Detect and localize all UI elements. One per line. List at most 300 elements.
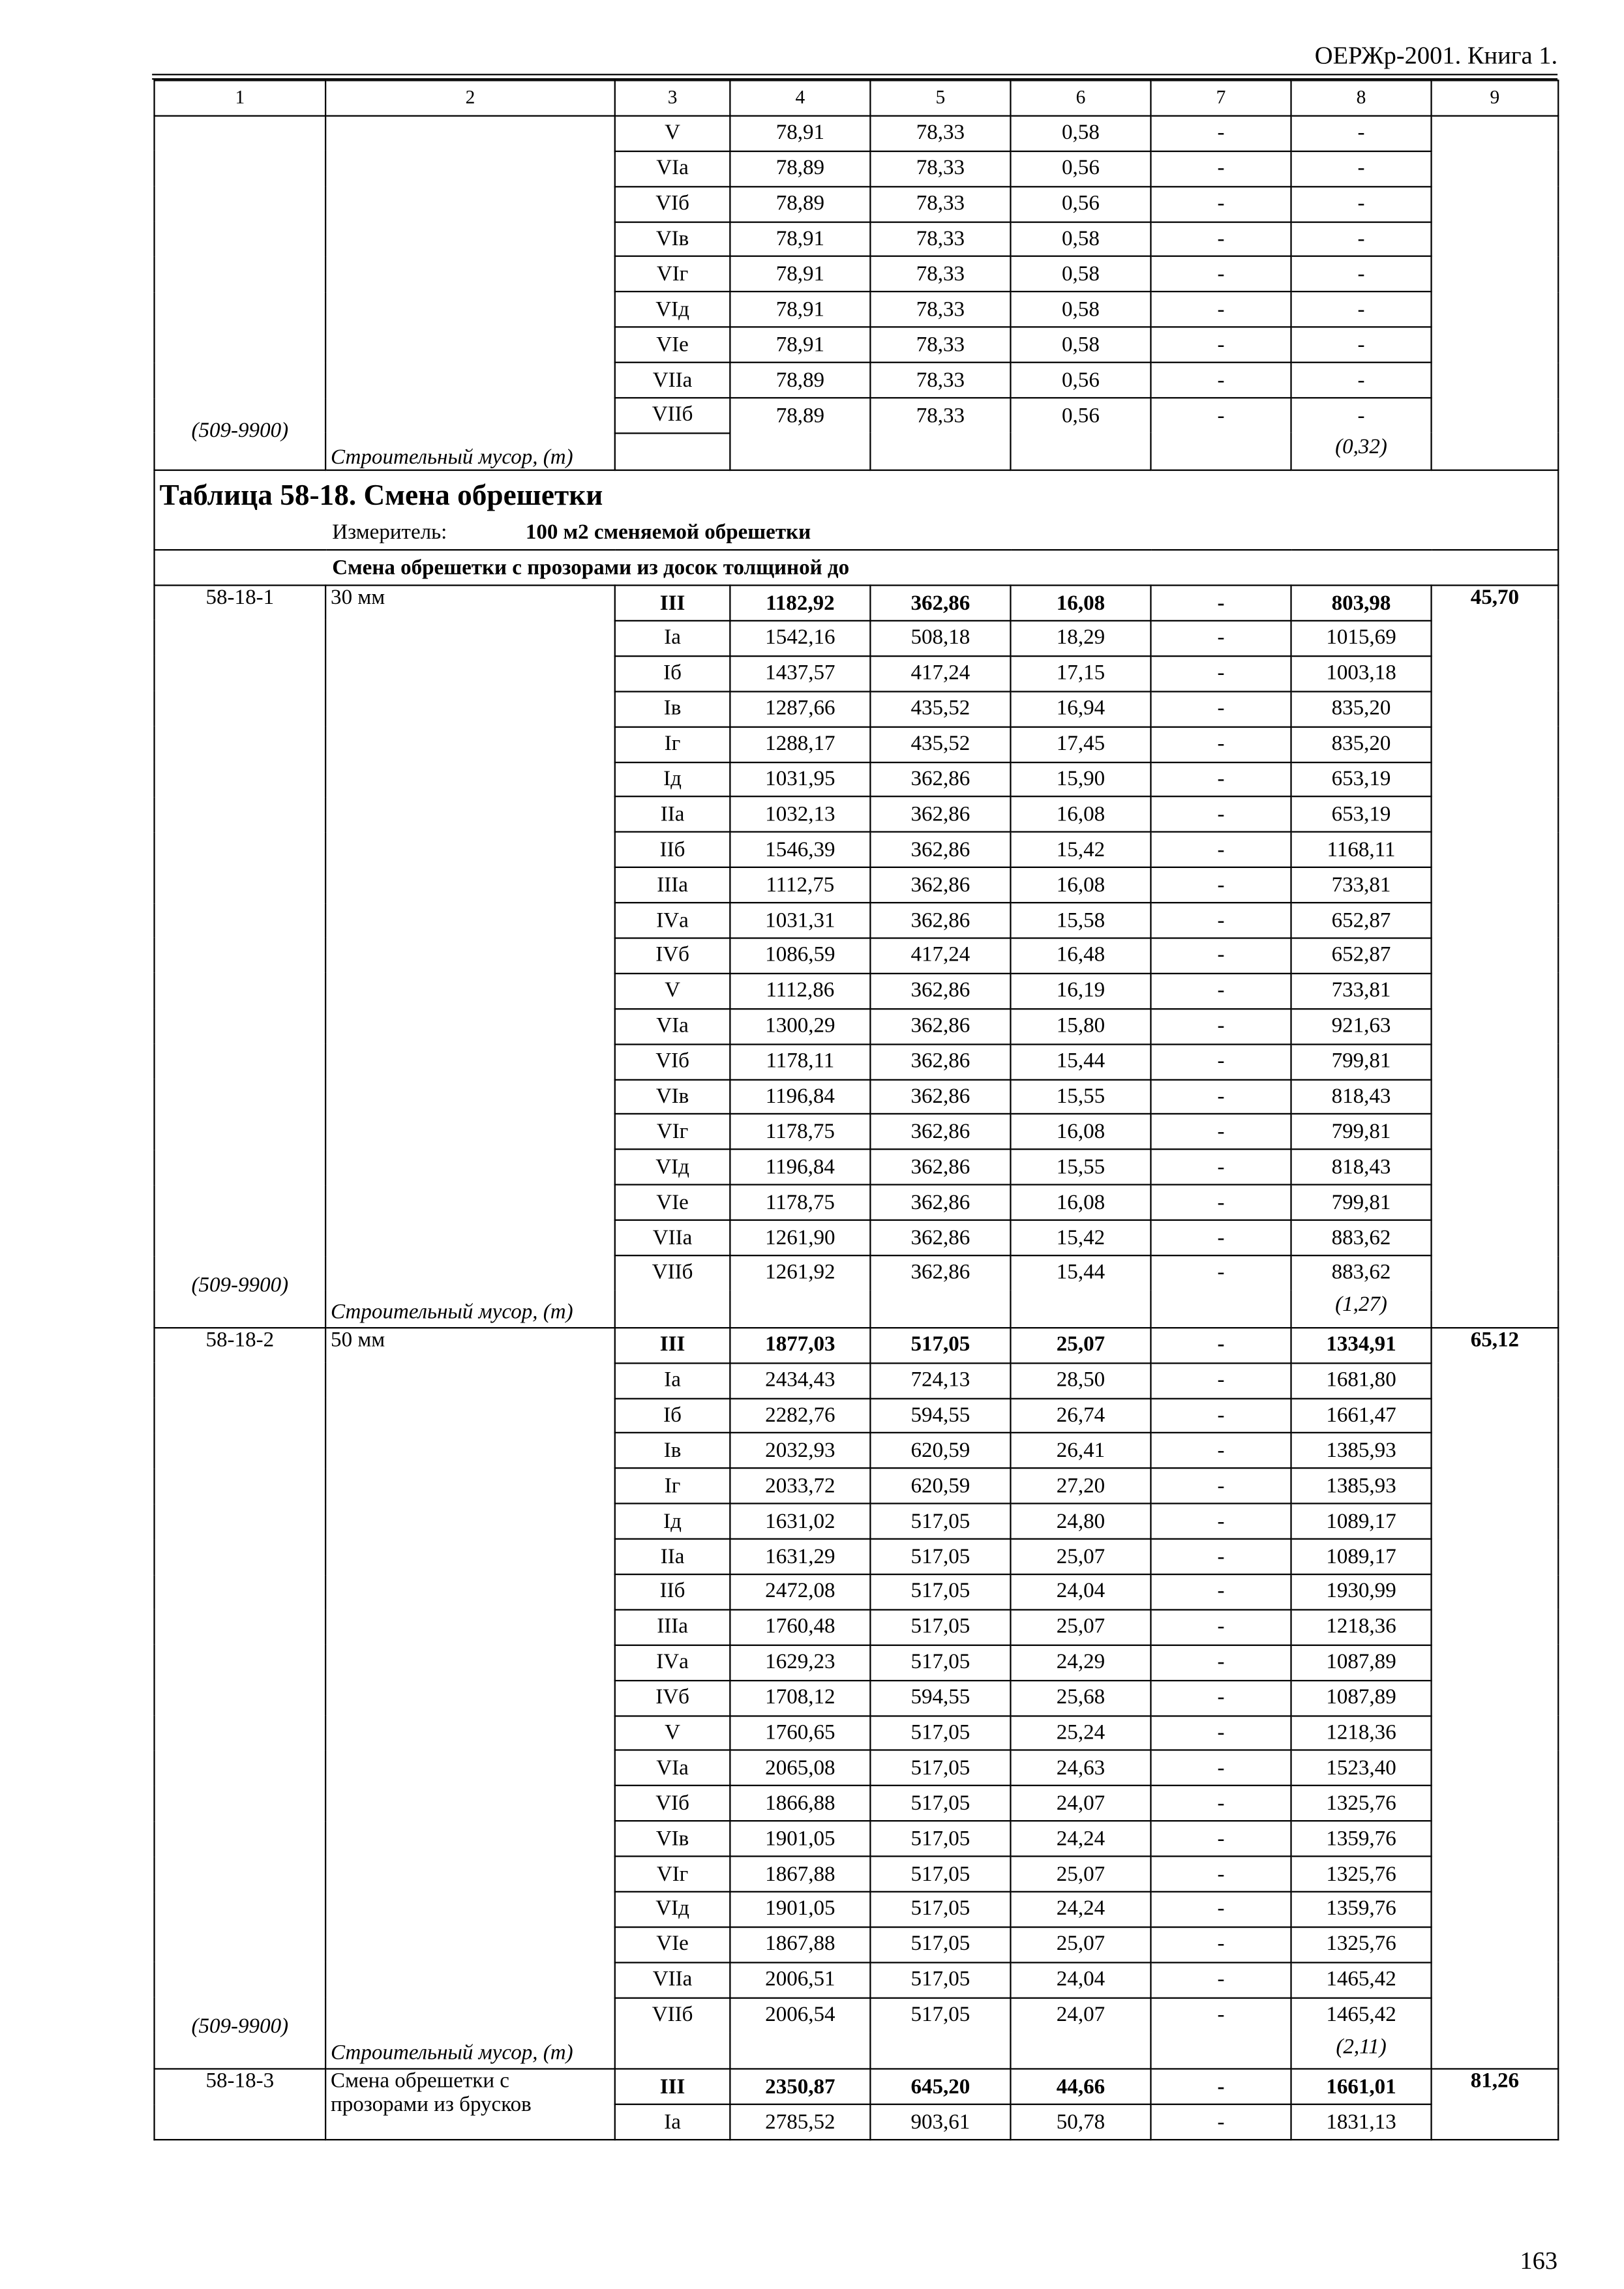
value-cell: 78,91 — [730, 257, 870, 292]
value-cell: 26,74 — [1010, 1398, 1150, 1433]
value-cell: 733,81 — [1291, 867, 1432, 903]
value-cell: - — [1291, 115, 1432, 151]
value-cell: 1867,88 — [730, 1927, 870, 1962]
value-cell: 517,05 — [870, 1574, 1010, 1609]
rate-code-text: 58-18-3 — [205, 2070, 275, 2094]
zone-cell: IVб — [615, 1680, 730, 1715]
table-row — [155, 2070, 1559, 2105]
zone-cell-empty — [615, 1290, 730, 1327]
value-cell: 645,20 — [870, 2070, 1010, 2105]
value-cell: 16,19 — [1010, 974, 1150, 1009]
column-number: 6 — [1010, 80, 1150, 115]
column-number: 4 — [730, 80, 870, 115]
value-cell: 1178,75 — [730, 1115, 870, 1150]
value-cell: 78,33 — [870, 292, 1010, 327]
zone-cell: IIIа — [615, 1609, 730, 1645]
value-cell: 1196,84 — [730, 1150, 870, 1185]
value-cell: 835,20 — [1291, 691, 1432, 726]
trash-code: (509-9900) — [191, 419, 289, 443]
value-cell: 15,55 — [1010, 1150, 1150, 1185]
value-cell: - — [1150, 1115, 1291, 1150]
value-cell: 15,44 — [1010, 1044, 1150, 1079]
value-cell: 362,86 — [870, 1009, 1010, 1044]
measure-label: Измеритель: — [332, 520, 447, 545]
value-cell: - — [1150, 1009, 1291, 1044]
zone-cell-empty — [615, 433, 730, 470]
value-cell-empty — [870, 1290, 1010, 1327]
value-cell: - — [1150, 1857, 1291, 1892]
value-cell: 0,56 — [1010, 187, 1150, 222]
value-cell: 517,05 — [870, 1715, 1010, 1750]
value-cell: 362,86 — [870, 1044, 1010, 1079]
rate-description-text: 50 мм — [331, 1328, 385, 1352]
value-cell: 25,07 — [1010, 1539, 1150, 1574]
value-cell: 78,33 — [870, 398, 1010, 433]
value-cell: 1437,57 — [730, 656, 870, 691]
value-cell: 0,56 — [1010, 398, 1150, 433]
value-cell: 1112,75 — [730, 867, 870, 903]
value-cell: 1334,91 — [1291, 1328, 1432, 1363]
value-cell: 78,33 — [870, 257, 1010, 292]
zone-cell: Iд — [615, 1504, 730, 1539]
value-cell: 18,29 — [1010, 621, 1150, 656]
value-cell: 362,86 — [870, 974, 1010, 1009]
measure-cell — [155, 516, 1559, 550]
value-cell-empty — [870, 2032, 1010, 2069]
zone-cell: Iб — [615, 656, 730, 691]
zone-cell: VIа — [615, 1009, 730, 1044]
zone-cell: Iг — [615, 1469, 730, 1504]
value-cell: 799,81 — [1291, 1115, 1432, 1150]
value-cell: 1031,31 — [730, 903, 870, 938]
value-cell: 818,43 — [1291, 1150, 1432, 1185]
zone-cell: IIа — [615, 1539, 730, 1574]
value-cell: 28,50 — [1010, 1363, 1150, 1398]
value-cell: - — [1150, 621, 1291, 656]
value-cell: 517,05 — [870, 1751, 1010, 1786]
value-cell: 2006,51 — [730, 1962, 870, 1997]
value-cell: - — [1150, 1363, 1291, 1398]
rate-code-text: 58-18-1 — [205, 586, 275, 610]
value-cell: 1178,75 — [730, 1185, 870, 1220]
value-cell: 1261,90 — [730, 1220, 870, 1255]
value-cell: 883,62 — [1291, 1220, 1432, 1255]
value-cell: 1182,92 — [730, 586, 870, 621]
value-cell: 24,24 — [1010, 1821, 1150, 1857]
zone-cell: VIа — [615, 151, 730, 187]
value-cell: - — [1150, 867, 1291, 903]
value-cell: - — [1150, 1645, 1291, 1680]
value-cell: 508,18 — [870, 621, 1010, 656]
value-cell: 16,48 — [1010, 938, 1150, 973]
value-cell: - — [1150, 1786, 1291, 1821]
value-cell: 2033,72 — [730, 1469, 870, 1504]
value-cell: 78,33 — [870, 187, 1010, 222]
value-cell: 1930,99 — [1291, 1574, 1432, 1609]
value-cell: - — [1291, 151, 1432, 187]
value-cell: 0,58 — [1010, 327, 1150, 363]
zone-cell: VIд — [615, 1150, 730, 1185]
zone-cell: IVб — [615, 938, 730, 973]
zone-cell-empty — [615, 2032, 730, 2069]
code-cell-empty — [155, 115, 326, 470]
value-cell: 2785,52 — [730, 2105, 870, 2140]
value-cell: - — [1150, 257, 1291, 292]
value-cell: 517,05 — [870, 1609, 1010, 1645]
value-cell: 16,08 — [1010, 797, 1150, 832]
zone-cell: Iв — [615, 691, 730, 726]
value-cell: 362,86 — [870, 1115, 1010, 1150]
value-cell: 0,58 — [1010, 257, 1150, 292]
zone-cell: III — [615, 586, 730, 621]
zone-cell: VIв — [615, 1079, 730, 1115]
desc-cell-empty — [325, 115, 615, 470]
value-cell: 24,07 — [1010, 1786, 1150, 1821]
column-number-row — [155, 80, 1559, 115]
value-cell: 25,68 — [1010, 1680, 1150, 1715]
value-cell: - — [1150, 1255, 1291, 1290]
value-cell: 835,20 — [1291, 726, 1432, 762]
value-cell: 78,91 — [730, 327, 870, 363]
zone-cell: Iа — [615, 2105, 730, 2140]
trash-value: (2,11) — [1291, 2032, 1432, 2069]
value-cell: 1261,92 — [730, 1255, 870, 1290]
value-cell: 1631,29 — [730, 1539, 870, 1574]
value-cell: 517,05 — [870, 1962, 1010, 1997]
value-cell: - — [1150, 1609, 1291, 1645]
value-cell: 1901,05 — [730, 1821, 870, 1857]
value-cell: 1866,88 — [730, 1786, 870, 1821]
value-cell: - — [1150, 1821, 1291, 1857]
zone-cell: VIб — [615, 1044, 730, 1079]
value-cell: 362,86 — [870, 1079, 1010, 1115]
value-cell: 1086,59 — [730, 938, 870, 973]
value-cell: 15,55 — [1010, 1079, 1150, 1115]
value-cell: 2472,08 — [730, 1574, 870, 1609]
trash-code: (509-9900) — [191, 1273, 289, 1298]
value-cell: 362,86 — [870, 832, 1010, 867]
value-cell: 435,52 — [870, 691, 1010, 726]
zone-cell: VIе — [615, 1927, 730, 1962]
value-cell: - — [1150, 1751, 1291, 1786]
value-cell: 652,87 — [1291, 938, 1432, 973]
zone-cell: VIе — [615, 327, 730, 363]
value-cell: - — [1150, 1079, 1291, 1115]
zone-cell: Iг — [615, 726, 730, 762]
table-caption: Таблица 58-18. Смена обрешетки — [155, 471, 1559, 516]
value-cell: - — [1291, 327, 1432, 363]
value-cell: 1385,93 — [1291, 1469, 1432, 1504]
page-header-title: ОЕРЖр-2001. Книга 1. — [1314, 41, 1558, 70]
value-cell: - — [1150, 222, 1291, 257]
value-cell: - — [1150, 2070, 1291, 2105]
value-cell: 16,08 — [1010, 586, 1150, 621]
value-cell: 1901,05 — [730, 1892, 870, 1927]
value-cell: - — [1150, 797, 1291, 832]
value-cell: 1359,76 — [1291, 1892, 1432, 1927]
value-cell: 1031,95 — [730, 762, 870, 797]
zone-cell: IIб — [615, 1574, 730, 1609]
value-cell: - — [1150, 656, 1291, 691]
zone-cell: VIб — [615, 1786, 730, 1821]
value-cell: - — [1150, 1539, 1291, 1574]
value-cell: 0,58 — [1010, 222, 1150, 257]
value-cell: - — [1150, 2105, 1291, 2140]
value-cell: 78,33 — [870, 363, 1010, 398]
value-cell: 78,89 — [730, 398, 870, 433]
value-cell: 724,13 — [870, 1363, 1010, 1398]
rate-description — [325, 1328, 615, 2070]
zone-cell: Iд — [615, 762, 730, 797]
zone-cell: VIб — [615, 187, 730, 222]
value-cell: - — [1150, 974, 1291, 1009]
value-cell: 0,56 — [1010, 363, 1150, 398]
value-cell: 1629,23 — [730, 1645, 870, 1680]
value-cell: - — [1150, 327, 1291, 363]
table-row — [155, 586, 1559, 621]
value-cell: 1661,47 — [1291, 1398, 1432, 1433]
header-rule — [152, 74, 1557, 75]
value-cell: 517,05 — [870, 1539, 1010, 1574]
value-cell: - — [1150, 292, 1291, 327]
zone-cell: V — [615, 974, 730, 1009]
zone-cell: VIг — [615, 1857, 730, 1892]
zone-cell: V — [615, 115, 730, 151]
value-cell: 362,86 — [870, 797, 1010, 832]
trash-code: (509-9900) — [191, 2015, 289, 2040]
value-cell: 15,44 — [1010, 1255, 1150, 1290]
value-cell: 799,81 — [1291, 1044, 1432, 1079]
trash-label: Строительный мусор, (т) — [331, 2042, 573, 2066]
value-cell: 25,24 — [1010, 1715, 1150, 1750]
value-cell: - — [1150, 398, 1291, 433]
value-cell: 17,15 — [1010, 656, 1150, 691]
value-cell: 362,86 — [870, 1220, 1010, 1255]
value-cell: 733,81 — [1291, 974, 1432, 1009]
value-cell: - — [1150, 1150, 1291, 1185]
rate-code — [155, 586, 326, 1328]
value-cell: 362,86 — [870, 762, 1010, 797]
table-caption-row — [155, 471, 1559, 516]
labor-cost-cell — [1432, 1328, 1559, 2070]
column-number: 7 — [1150, 80, 1291, 115]
value-cell: - — [1150, 1469, 1291, 1504]
value-cell: 1003,18 — [1291, 656, 1432, 691]
value-cell: 1196,84 — [730, 1079, 870, 1115]
zone-cell: Iа — [615, 621, 730, 656]
zone-cell: Iб — [615, 1398, 730, 1433]
zone-cell: Iв — [615, 1433, 730, 1469]
value-cell: - — [1150, 1680, 1291, 1715]
table-row — [155, 1328, 1559, 1363]
value-cell: 903,61 — [870, 2105, 1010, 2140]
value-cell: - — [1150, 1044, 1291, 1079]
value-cell: 50,78 — [1010, 2105, 1150, 2140]
trash-label: Строительный мусор, (т) — [331, 1300, 573, 1324]
subheader-row — [155, 550, 1559, 586]
zone-cell: VIг — [615, 1115, 730, 1150]
value-cell: 15,90 — [1010, 762, 1150, 797]
value-cell: 1089,17 — [1291, 1539, 1432, 1574]
value-cell: 1089,17 — [1291, 1504, 1432, 1539]
value-cell: 2434,43 — [730, 1363, 870, 1398]
value-cell: 362,86 — [870, 1255, 1010, 1290]
value-cell: 1087,89 — [1291, 1645, 1432, 1680]
value-cell: 44,66 — [1010, 2070, 1150, 2105]
value-cell: - — [1291, 222, 1432, 257]
value-cell: - — [1150, 586, 1291, 621]
value-cell: 24,80 — [1010, 1504, 1150, 1539]
value-cell-empty — [730, 2032, 870, 2069]
value-cell: 517,05 — [870, 1927, 1010, 1962]
zone-cell: VIв — [615, 222, 730, 257]
value-cell: 24,07 — [1010, 1997, 1150, 2032]
value-cell: 1523,40 — [1291, 1751, 1432, 1786]
labor-cost-text: 65,12 — [1470, 1328, 1520, 1352]
value-cell: - — [1150, 1504, 1291, 1539]
trash-value: (1,27) — [1291, 1290, 1432, 1327]
subheader: Смена обрешетки с прозорами из досок толщиной до — [155, 550, 1559, 586]
value-cell: - — [1150, 115, 1291, 151]
value-cell: 803,98 — [1291, 586, 1432, 621]
value-cell: - — [1291, 398, 1432, 433]
value-cell-empty — [1150, 1290, 1291, 1327]
value-cell: 1465,42 — [1291, 1997, 1432, 2032]
zone-cell: IIб — [615, 832, 730, 867]
value-cell: 1877,03 — [730, 1328, 870, 1363]
zone-cell: VIд — [615, 292, 730, 327]
value-cell: 78,91 — [730, 115, 870, 151]
value-cell: 25,07 — [1010, 1609, 1150, 1645]
value-cell: 1385,93 — [1291, 1433, 1432, 1469]
value-cell: 78,33 — [870, 327, 1010, 363]
value-cell: 15,80 — [1010, 1009, 1150, 1044]
rate-description — [325, 586, 615, 1328]
value-cell: 362,86 — [870, 903, 1010, 938]
value-cell: 0,56 — [1010, 151, 1150, 187]
value-cell: 26,41 — [1010, 1433, 1150, 1469]
column-number: 1 — [155, 80, 326, 115]
zone-cell: VIг — [615, 257, 730, 292]
rate-code-text: 58-18-2 — [205, 1328, 275, 1352]
value-cell: 653,19 — [1291, 797, 1432, 832]
value-cell-empty — [730, 1290, 870, 1327]
value-cell: - — [1150, 187, 1291, 222]
value-cell: 24,24 — [1010, 1892, 1150, 1927]
labor-cost-text: 45,70 — [1470, 586, 1520, 610]
value-cell: 25,07 — [1010, 1927, 1150, 1962]
value-cell: 2032,93 — [730, 1433, 870, 1469]
value-cell: 16,08 — [1010, 1115, 1150, 1150]
value-cell: 25,07 — [1010, 1328, 1150, 1363]
value-cell: 517,05 — [870, 1786, 1010, 1821]
value-cell: 1218,36 — [1291, 1715, 1432, 1750]
rate-code — [155, 2070, 326, 2140]
column-number: 3 — [615, 80, 730, 115]
value-cell: 1465,42 — [1291, 1962, 1432, 1997]
value-cell: 1178,11 — [730, 1044, 870, 1079]
rate-description-text: Смена обрешетки с прозорами из брусков — [331, 2070, 532, 2118]
value-cell: 2282,76 — [730, 1398, 870, 1433]
zone-cell: VIд — [615, 1892, 730, 1927]
value-cell: 78,33 — [870, 222, 1010, 257]
value-cell: - — [1150, 1220, 1291, 1255]
zone-cell: VIIа — [615, 1962, 730, 1997]
value-cell: - — [1291, 187, 1432, 222]
value-cell: - — [1150, 938, 1291, 973]
value-cell: 921,63 — [1291, 1009, 1432, 1044]
value-cell: 620,59 — [870, 1433, 1010, 1469]
value-cell: 2350,87 — [730, 2070, 870, 2105]
value-cell: 362,86 — [870, 867, 1010, 903]
zone-cell: VIIб — [615, 1255, 730, 1290]
value-cell: - — [1150, 1715, 1291, 1750]
zone-cell: IVа — [615, 1645, 730, 1680]
page-number: 163 — [1520, 2247, 1558, 2275]
value-cell: 16,08 — [1010, 1185, 1150, 1220]
value-cell: 1015,69 — [1291, 621, 1432, 656]
value-cell: 1218,36 — [1291, 1609, 1432, 1645]
value-cell: - — [1150, 1398, 1291, 1433]
value-cell: 17,45 — [1010, 726, 1150, 762]
value-cell: - — [1150, 1185, 1291, 1220]
value-cell: 362,86 — [870, 586, 1010, 621]
value-cell: 517,05 — [870, 1645, 1010, 1680]
value-cell: 1287,66 — [730, 691, 870, 726]
value-cell: - — [1150, 151, 1291, 187]
value-cell: 1867,88 — [730, 1857, 870, 1892]
value-cell: 818,43 — [1291, 1079, 1432, 1115]
value-cell: 1168,11 — [1291, 832, 1432, 867]
zone-cell: IIа — [615, 797, 730, 832]
value-cell: 1325,76 — [1291, 1927, 1432, 1962]
value-cell: 1542,16 — [730, 621, 870, 656]
value-cell: - — [1291, 292, 1432, 327]
value-cell: 1831,13 — [1291, 2105, 1432, 2140]
value-cell: 78,33 — [870, 151, 1010, 187]
column-number: 9 — [1432, 80, 1559, 115]
value-cell: 1325,76 — [1291, 1786, 1432, 1821]
value-cell: 435,52 — [870, 726, 1010, 762]
value-cell: 78,89 — [730, 151, 870, 187]
value-cell: 24,29 — [1010, 1645, 1150, 1680]
value-cell: 78,91 — [730, 292, 870, 327]
value-cell: 78,91 — [730, 222, 870, 257]
value-cell-empty — [730, 433, 870, 470]
col9-cell-empty — [1432, 115, 1559, 470]
rates-table — [153, 80, 1559, 2141]
rate-description — [325, 2070, 615, 2140]
value-cell: - — [1150, 1962, 1291, 1997]
value-cell: 517,05 — [870, 1328, 1010, 1363]
value-cell: - — [1150, 832, 1291, 867]
labor-cost-cell — [1432, 586, 1559, 1328]
zone-cell: VIв — [615, 1821, 730, 1857]
value-cell-empty — [1150, 2032, 1291, 2069]
zone-cell: IIIа — [615, 867, 730, 903]
column-number: 8 — [1291, 80, 1432, 115]
zone-cell: VIIа — [615, 1220, 730, 1255]
value-cell: 1300,29 — [730, 1009, 870, 1044]
value-cell: 1546,39 — [730, 832, 870, 867]
value-cell: 1032,13 — [730, 797, 870, 832]
value-cell: 24,63 — [1010, 1751, 1150, 1786]
value-cell: 1359,76 — [1291, 1821, 1432, 1857]
value-cell: 24,04 — [1010, 1574, 1150, 1609]
value-cell: - — [1150, 762, 1291, 797]
value-cell-empty — [1010, 1290, 1150, 1327]
value-cell: - — [1150, 1328, 1291, 1363]
